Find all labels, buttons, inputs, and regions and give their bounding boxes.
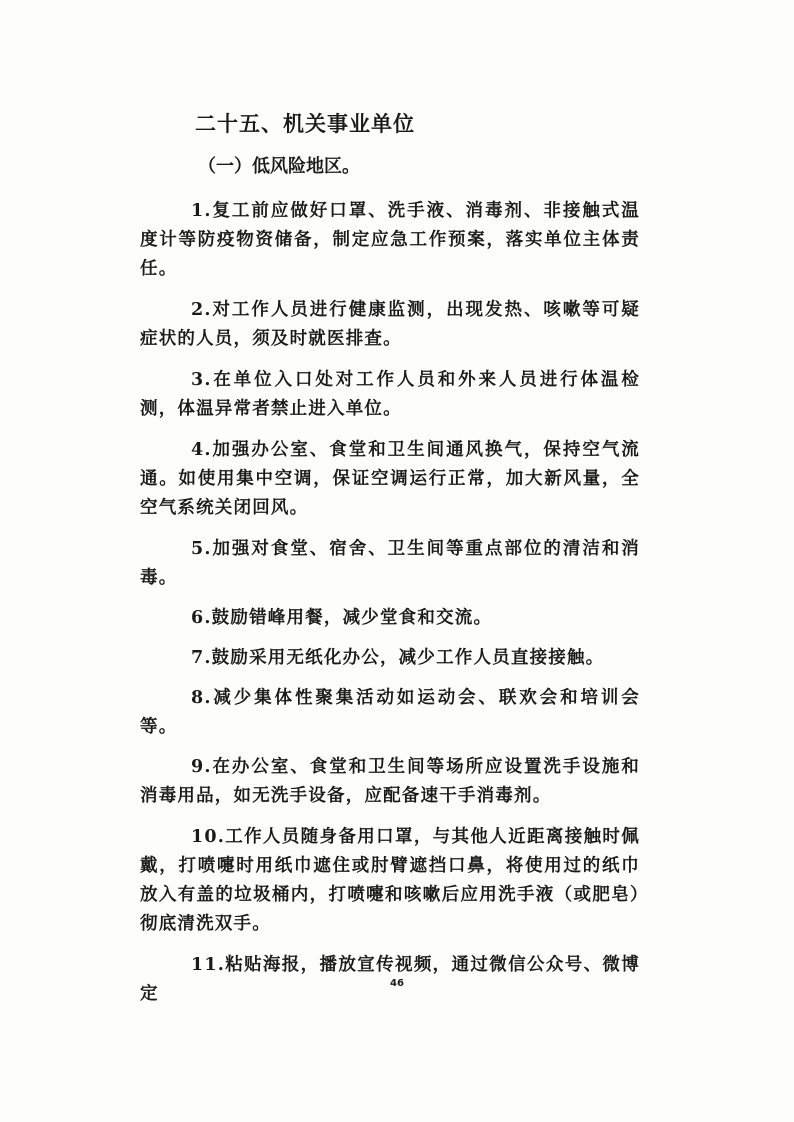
paragraph-4: 4.加强办公室、食堂和卫生间通风换气，保持空气流通。如使用集中空调，保证空调运行正常，加大新风量，全空气系统关闭回风。 xyxy=(140,440,640,518)
document-body xyxy=(140,110,640,1021)
page-number: 46 xyxy=(390,978,404,989)
section-title: 二十五、机关事业单位 xyxy=(195,111,415,136)
paragraph-11: 11.粘贴海报，播放宣传视频，通过微信公众号、微博定 xyxy=(140,955,640,1004)
paragraph-10: 10.工作人员随身备用口罩，与其他人近距离接触时佩戴，打喷嚏时用纸巾遮住或肘臂遮挡口鼻，将使用过的纸巾放入有盖的垃圾桶内，打喷嚏和咳嗽后应用洗手液（或肥皂）彻底清洗双手。 xyxy=(140,827,640,934)
subsection-title: （一）低风险地区。 xyxy=(198,156,360,177)
paragraph-2: 2.对工作人员进行健康监测，出现发热、咳嗽等可疑症状的人员，须及时就医排查。 xyxy=(140,300,640,349)
paragraph-9: 9.在办公室、食堂和卫生间等场所应设置洗手设施和消毒用品，如无洗手设备，应配备速干手消毒剂。 xyxy=(140,757,640,806)
paragraph-3: 3.在单位入口处对工作人员和外来人员进行体温检测，体温异常者禁止进入单位。 xyxy=(140,370,640,419)
paragraph-8: 8.减少集体性聚集活动如运动会、联欢会和培训会等。 xyxy=(140,688,640,737)
paragraph-1: 1.复工前应做好口罩、洗手液、消毒剂、非接触式温度计等防疫物资储备，制定应急工作预案，落实单位主体责任。 xyxy=(140,201,640,279)
paragraph-6: 6.鼓励错峰用餐，减少堂食和交流。 xyxy=(191,608,493,628)
paragraph-7: 7.鼓励采用无纸化办公，减少工作人员直接接触。 xyxy=(191,648,605,668)
paragraph-5: 5.加强对食堂、宿舍、卫生间等重点部位的清洁和消毒。 xyxy=(140,539,640,588)
